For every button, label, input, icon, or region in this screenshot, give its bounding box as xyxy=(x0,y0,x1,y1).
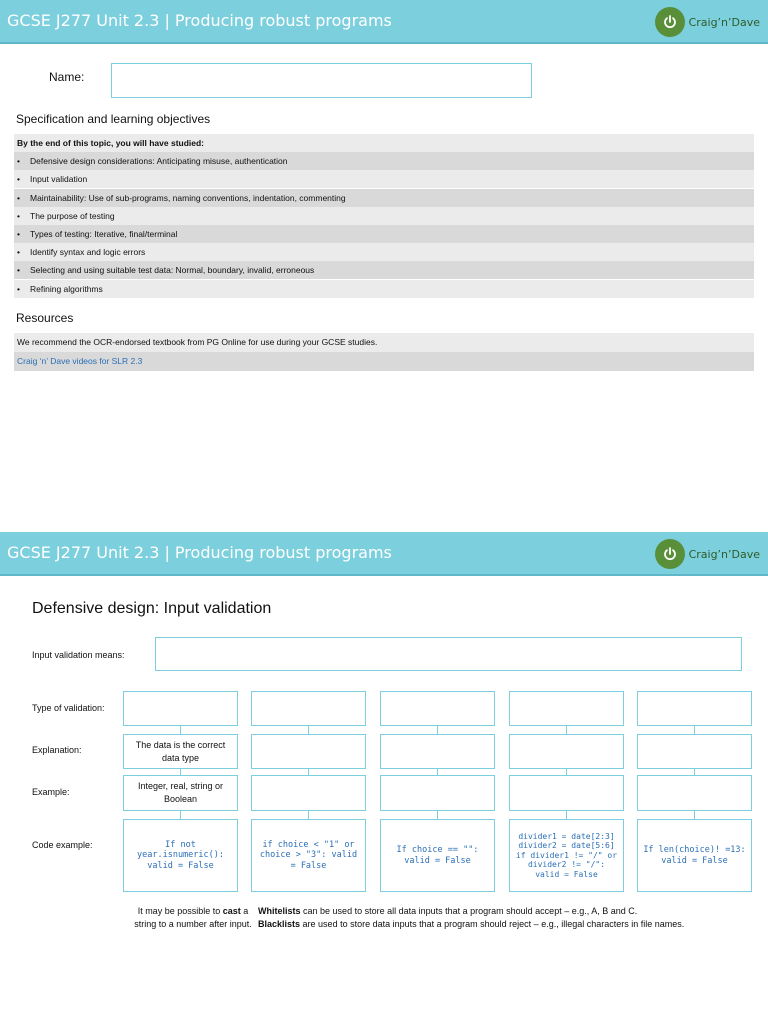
whitelists-note: Whitelists can be used to store all data inputs that a program should accept – e.g., A, B and C. xyxy=(258,906,638,916)
power-icon xyxy=(655,7,685,37)
explanation-input[interactable]: The data is the correct data type xyxy=(123,734,238,769)
explanation-input[interactable] xyxy=(509,734,624,769)
logo-text: Craig’n’Dave xyxy=(688,15,760,29)
page-header xyxy=(0,532,768,576)
type-input[interactable] xyxy=(637,691,752,726)
objectives-heading: By the end of this topic, you will have studied: xyxy=(14,134,754,152)
example-input[interactable]: Integer, real, string or Boolean xyxy=(123,775,238,811)
type-input[interactable] xyxy=(123,691,238,726)
row-label-code: Code example: xyxy=(32,840,93,850)
connector-line xyxy=(566,726,567,734)
list-item: • Identify syntax and logic errors xyxy=(14,243,754,261)
means-input[interactable] xyxy=(155,637,742,671)
type-input[interactable] xyxy=(509,691,624,726)
connector-line xyxy=(308,811,309,819)
list-item: • The purpose of testing xyxy=(14,207,754,225)
page-header xyxy=(0,0,768,44)
header-title: GCSE J277 Unit 2.3 | Producing robust programs xyxy=(7,543,392,562)
row-label-explanation: Explanation: xyxy=(32,745,82,755)
example-input[interactable] xyxy=(380,775,495,811)
connector-line xyxy=(437,726,438,734)
list-item: • Defensive design considerations: Anticipating misuse, authentication xyxy=(14,152,754,170)
power-icon xyxy=(655,539,685,569)
logo xyxy=(655,7,760,37)
means-label: Input validation means: xyxy=(32,650,125,660)
objectives-table xyxy=(14,134,754,298)
list-item: • Input validation xyxy=(14,170,754,188)
connector-line xyxy=(180,811,181,819)
resources-link[interactable]: Craig ‘n’ Dave videos for SLR 2.3 xyxy=(17,356,143,366)
type-input[interactable] xyxy=(251,691,366,726)
example-input[interactable] xyxy=(637,775,752,811)
logo xyxy=(655,539,760,569)
list-item: • Types of testing: Iterative, final/terminal xyxy=(14,225,754,243)
connector-line xyxy=(437,811,438,819)
row-label-type: Type of validation: xyxy=(32,703,105,713)
header-title: GCSE J277 Unit 2.3 | Producing robust programs xyxy=(7,11,392,30)
connector-line xyxy=(180,726,181,734)
resources-title: Resources xyxy=(16,311,74,325)
spec-title: Specification and learning objectives xyxy=(16,112,211,126)
code-input[interactable]: If choice == "": valid = False xyxy=(380,819,495,892)
logo-text: Craig’n’Dave xyxy=(688,547,760,561)
connector-line xyxy=(694,811,695,819)
code-input[interactable]: If len(choice)! =13: valid = False xyxy=(637,819,752,892)
row-label-example: Example: xyxy=(32,787,70,797)
page-title: Defensive design: Input validation xyxy=(32,600,272,617)
resources-link-row xyxy=(14,352,754,371)
cast-note: It may be possible to cast a string to a number after input. xyxy=(134,906,252,929)
blacklists-note: Blacklists are used to store data inputs that a program should reject – e.g., illegal characters in file names. xyxy=(258,919,685,929)
type-input[interactable] xyxy=(380,691,495,726)
code-input[interactable]: If not year.isnumeric(): valid = False xyxy=(123,819,238,892)
code-input[interactable]: if choice < "1" or choice > "3": valid = False xyxy=(251,819,366,892)
example-input[interactable] xyxy=(251,775,366,811)
example-input[interactable] xyxy=(509,775,624,811)
explanation-input[interactable] xyxy=(251,734,366,769)
connector-line xyxy=(694,726,695,734)
resources-text: We recommend the OCR-endorsed textbook from PG Online for use during your GCSE studies. xyxy=(14,333,754,352)
name-label: Name: xyxy=(49,70,85,84)
name-input[interactable] xyxy=(111,63,532,98)
list-item: • Refining algorithms xyxy=(14,280,754,298)
list-item: • Selecting and using suitable test data: Normal, boundary, invalid, erroneous xyxy=(14,261,754,279)
code-input[interactable]: divider1 = date[2:3] divider2 = date[5:6] if divider1 != "/" or divider2 != "/": valid = False xyxy=(509,819,624,892)
list-item: • Maintainability: Use of sub-programs, naming conventions, indentation, commenting xyxy=(14,189,754,207)
explanation-input[interactable] xyxy=(380,734,495,769)
resources-table xyxy=(14,333,754,371)
explanation-input[interactable] xyxy=(637,734,752,769)
connector-line xyxy=(308,726,309,734)
lists-note xyxy=(258,905,758,931)
connector-line xyxy=(566,811,567,819)
